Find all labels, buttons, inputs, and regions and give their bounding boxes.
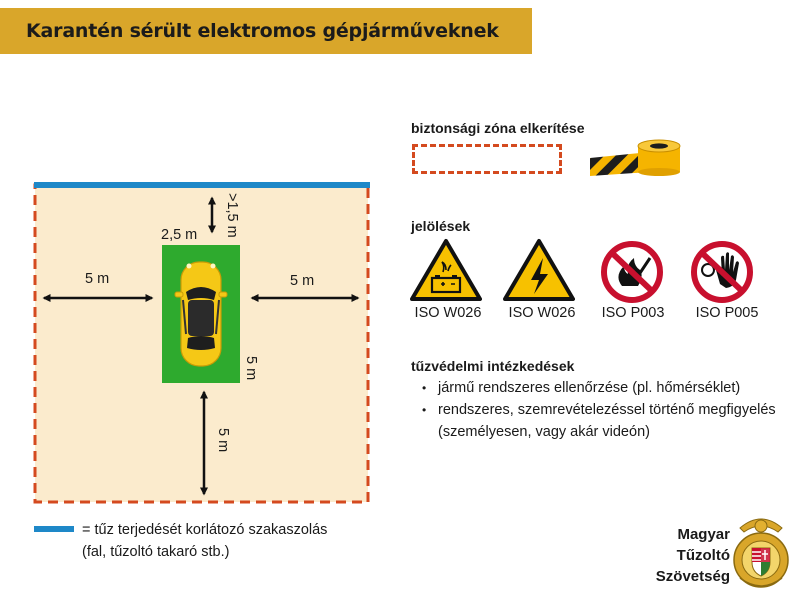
legend-line-1: = tűz terjedését korlátozó szakaszolás: [82, 522, 328, 538]
logo-line-2: Tűzoltó: [676, 547, 730, 564]
car-icon: [175, 262, 227, 366]
battery-charging-warning-icon: [410, 238, 482, 302]
dim-right-label: 5 m: [290, 273, 315, 289]
no-open-flame-icon: [600, 240, 664, 304]
dim-left-label: 5 m: [85, 271, 110, 287]
sign-label-2: ISO W026: [508, 305, 576, 321]
measure-item-2: • rendszeres, szemrevételezéssel történő megfigyelés (személyesen, vagy akár videón): [412, 399, 782, 443]
firewall-line: [34, 182, 370, 188]
barrier-tape-icon: [588, 138, 684, 178]
logo-line-1: Magyar: [677, 526, 730, 543]
fence-heading: biztonsági zóna elkerítése: [411, 120, 585, 136]
fire-association-emblem-icon: [730, 512, 792, 592]
legend-line-2: (fal, tűzoltó takaró stb.): [82, 544, 230, 560]
dim-car-width-label: 2,5 m: [161, 227, 198, 243]
dim-top-label: >1,5 m: [224, 193, 240, 238]
organization-name: [630, 524, 730, 587]
electricity-warning-icon: [503, 238, 575, 302]
quarantine-zone-diagram: [0, 170, 390, 510]
dim-car-length-label: 5 m: [243, 356, 259, 381]
markings-heading: jelölések: [411, 218, 471, 234]
logo-line-3: Szövetség: [655, 568, 730, 585]
sign-label-3: ISO P003: [601, 305, 665, 321]
legend: [82, 519, 327, 563]
no-extinguishing-with-water-icon: [690, 240, 754, 304]
page-title: Karantén sérült elektromos gépjárműveknek: [26, 20, 499, 42]
sign-label-4: ISO P005: [695, 305, 759, 321]
title-banner: [0, 8, 532, 54]
measure-item-1: • jármű rendszeres ellenőrzése (pl. hőmérséklet): [412, 377, 782, 399]
measures-heading: tűzvédelmi intézkedések: [411, 358, 575, 374]
fence-zone-symbol: [412, 144, 562, 174]
sign-label-1: ISO W026: [414, 305, 482, 321]
firewall-legend-swatch: [34, 526, 74, 532]
dim-bottom-label: 5 m: [215, 428, 231, 453]
measures-list: [412, 377, 782, 443]
